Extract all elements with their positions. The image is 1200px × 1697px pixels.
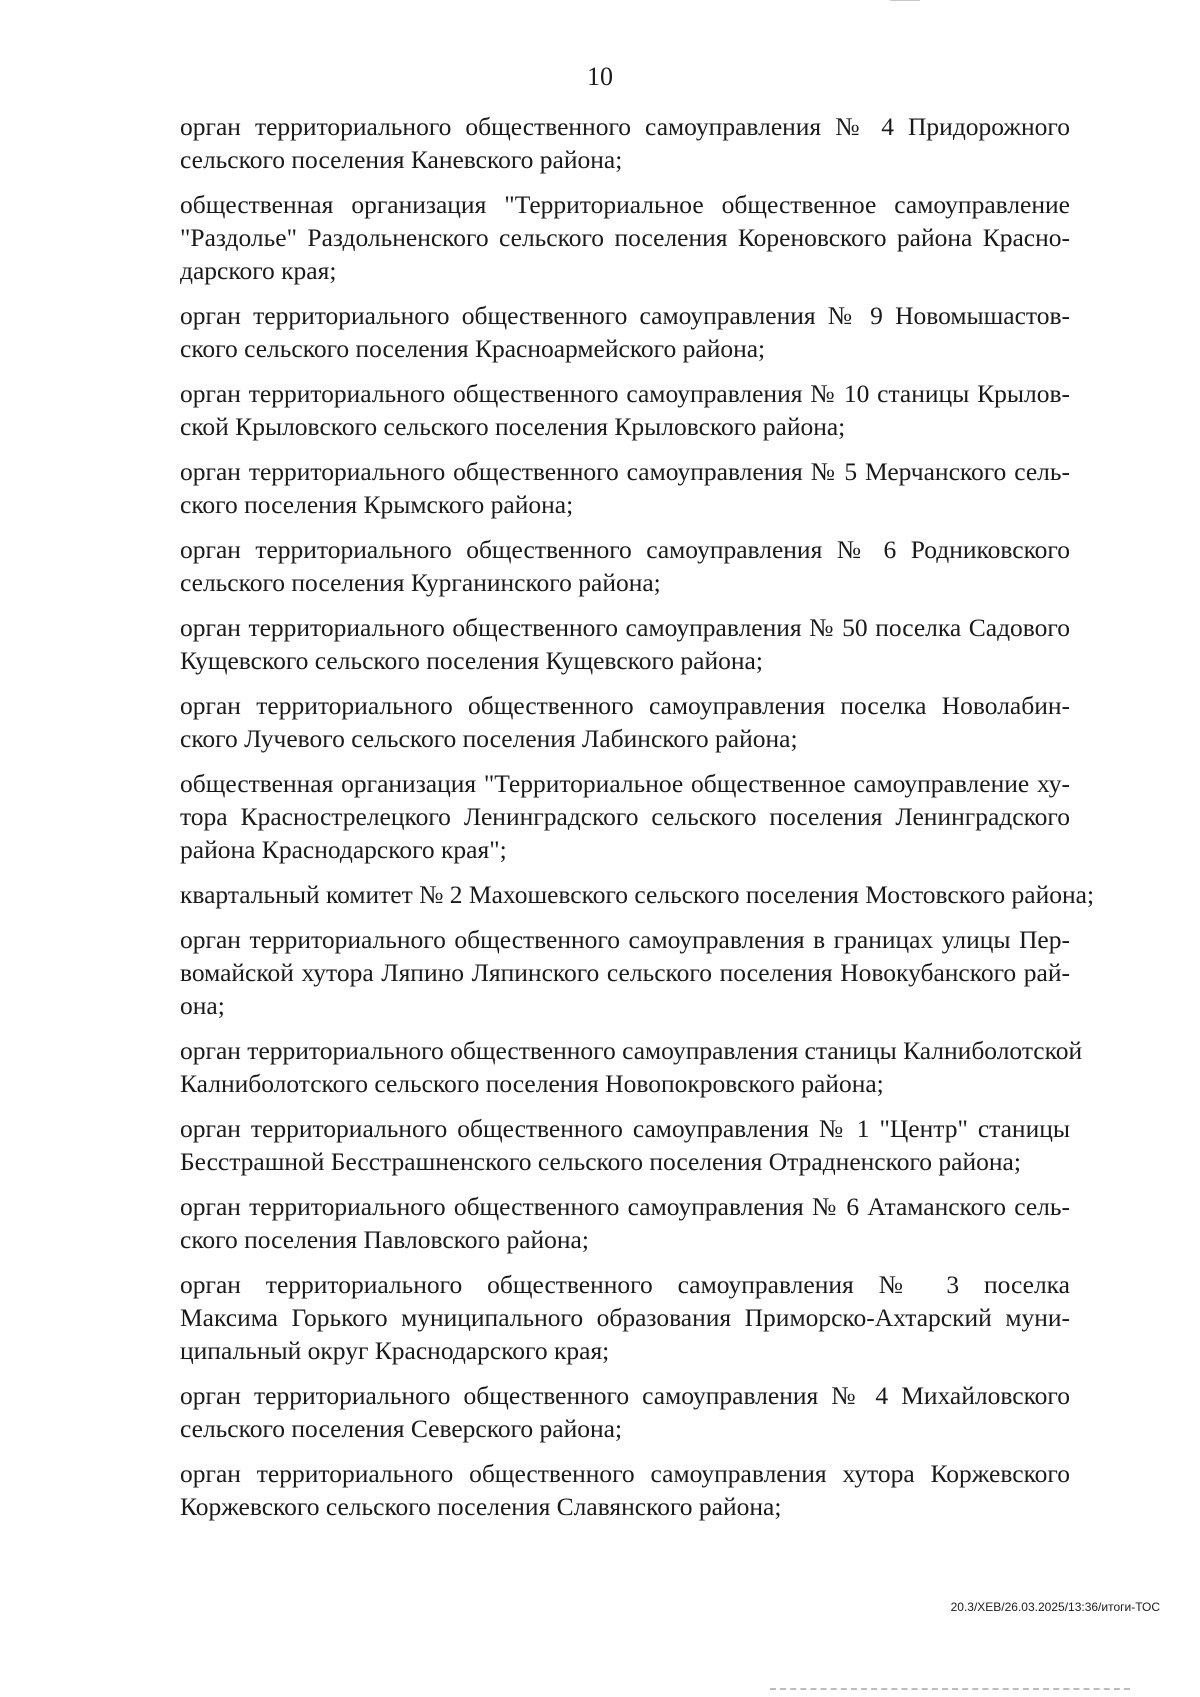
paragraph-line: дарского края; (180, 256, 337, 285)
list-item (180, 110, 1070, 176)
list-item (180, 455, 1070, 521)
list-item (180, 611, 1070, 677)
list-item (180, 689, 1070, 755)
paragraph-line: ского Лучевого сельского поселения Лабинского района; (180, 724, 798, 753)
paragraph-line: орган территориального общественного самоуправления № 9 Новомышастов- (180, 301, 1070, 330)
list-item (180, 377, 1070, 443)
paragraph-line: тора Краснострелецкого Ленинградского сельского поселения Ленинградского (180, 802, 1070, 831)
paragraph-line: орган территориального общественного самоуправления станицы Калниболотской (180, 1036, 1083, 1065)
list-item (180, 1457, 1070, 1523)
scan-artifact-bottom (770, 1688, 1130, 1693)
paragraph-line: Бесстрашной Бесстрашненского сельского поселения Отрадненского района; (180, 1147, 1021, 1176)
paragraph-line: орган территориального общественного самоуправления № 50 поселка Садового (180, 613, 1070, 642)
document-body (180, 110, 1095, 1535)
paragraph-line: орган территориального общественного самоуправления № 10 станицы Крылов- (180, 379, 1070, 408)
paragraph-line: района Краснодарского края"; (180, 835, 507, 864)
paragraph-line: ской Крыловского сельского поселения Крыловского района; (180, 412, 846, 441)
paragraph-line: орган территориального общественного самоуправления № 5 Мерчанского сель- (180, 457, 1070, 486)
paragraph-line: общественная организация "Территориальное общественное самоуправление (180, 190, 1070, 219)
page-number: 10 (587, 62, 613, 91)
paragraph-line: орган территориального общественного самоуправления хутора Коржевского (180, 1459, 1070, 1488)
paragraph-line: "Раздолье" Раздольненского сельского поселения Кореновского района Красно- (180, 223, 1070, 252)
list-item (180, 878, 1095, 911)
list-item (180, 767, 1070, 866)
paragraph-line: орган территориального общественного самоуправления № 3 поселка (180, 1270, 1070, 1299)
list-item (180, 533, 1070, 599)
paragraph-line: сельского поселения Северского района; (180, 1414, 623, 1443)
list-item (180, 1190, 1070, 1256)
paragraph-line: Кущевского сельского поселения Кущевского района; (180, 646, 763, 675)
paragraph-line: ского сельского поселения Красноармейского района; (180, 334, 766, 363)
paragraph-line: ципальный округ Краснодарского края; (180, 1336, 610, 1365)
list-item (180, 299, 1070, 365)
paragraph-line: орган территориального общественного самоуправления № 6 Родниковского (180, 535, 1070, 564)
paragraph-line: Коржевского сельского поселения Славянского района; (180, 1492, 782, 1521)
paragraph-line: орган территориального общественного самоуправления № 6 Атаманского сель- (180, 1192, 1070, 1221)
paragraph-line: общественная организация "Территориальное общественное самоуправление ху- (180, 769, 1070, 798)
paragraph-line: орган территориального общественного самоуправления поселка Новолабин- (180, 691, 1070, 720)
paragraph-line: вомайской хутора Ляпино Ляпинского сельского поселения Новокубанского рай- (180, 958, 1070, 987)
scan-artifact-top (890, 0, 920, 5)
list-item (180, 188, 1070, 287)
paragraph-line: орган территориального общественного самоуправления № 4 Придорожного (180, 112, 1070, 141)
paragraph-line: сельского поселения Курганинского района; (180, 568, 661, 597)
paragraph-line: квартальный комитет № 2 Махошевского сельского поселения Мостовского района; (180, 880, 1095, 909)
paragraph-line: орган территориального общественного самоуправления в границах улицы Пер- (180, 925, 1070, 954)
list-item (180, 1379, 1070, 1445)
list-item (180, 1268, 1070, 1367)
paragraph-line: орган территориального общественного самоуправления № 4 Михайловского (180, 1381, 1070, 1410)
footer-document-code: 20.3/ХЕВ/26.03.2025/13:36/итоги-ТОС (950, 1600, 1160, 1614)
paragraph-line: сельского поселения Каневского района; (180, 145, 623, 174)
paragraph-line: ского поселения Крымского района; (180, 490, 574, 519)
paragraph-line: Максима Горького муниципального образования Приморско-Ахтарский муни- (180, 1303, 1070, 1332)
list-item (180, 1112, 1070, 1178)
paragraph-line: она; (180, 991, 225, 1020)
paragraph-line: ского поселения Павловского района; (180, 1225, 589, 1254)
list-item (180, 1034, 1083, 1100)
list-item (180, 923, 1070, 1022)
paragraph-line: Калниболотского сельского поселения Новопокровского района; (180, 1069, 884, 1098)
paragraph-line: орган территориального общественного самоуправления № 1 "Центр" станицы (180, 1114, 1070, 1143)
